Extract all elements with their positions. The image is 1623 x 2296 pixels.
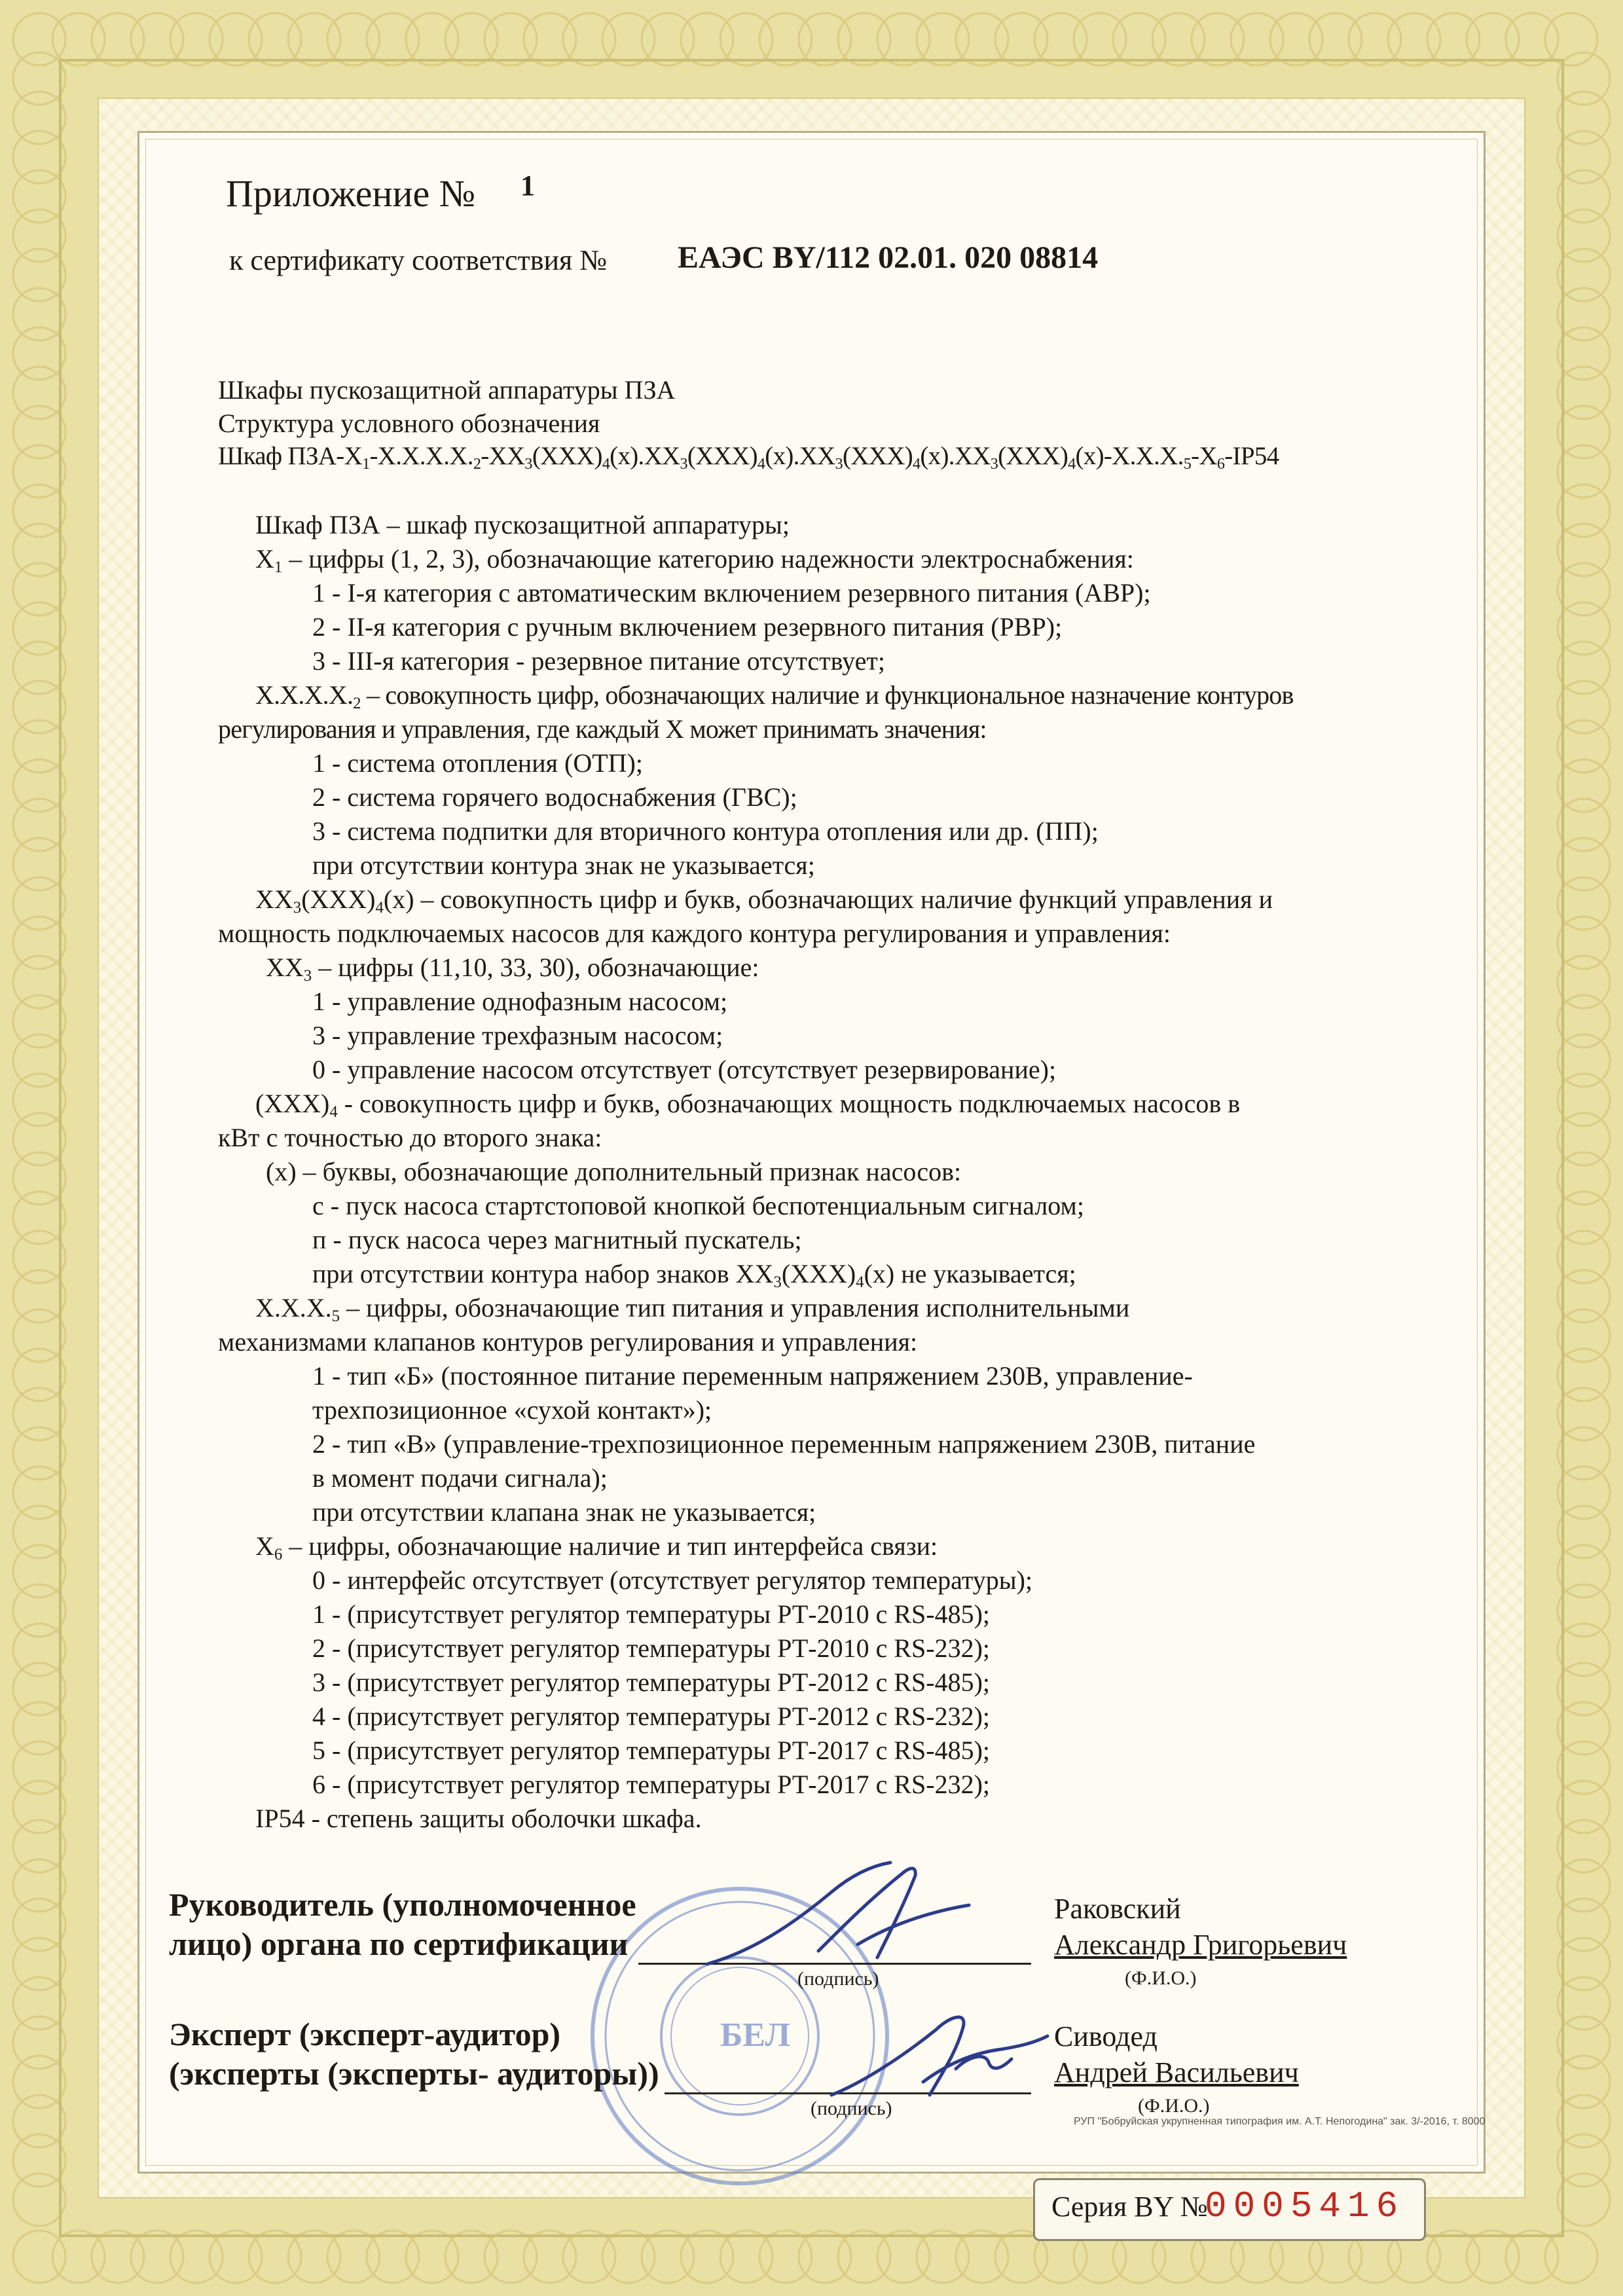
expert-role-line-2: (эксперты (эксперты- аудиторы)): [169, 2055, 659, 2092]
serial-number: 0005416: [1205, 2185, 1405, 2227]
body-line: механизмами клапанов контуров регулирования и управления:: [218, 1327, 918, 1357]
body-line: IP54 - степень защиты оболочки шкафа.: [255, 1804, 702, 1833]
body-line: $Х_1$ – цифры (1, 2, 3), обозначающие категорию надежности электроснабжения:: [255, 544, 1134, 576]
body-line: (х) – буквы, обозначающие дополнительный признак насосов:: [266, 1157, 962, 1186]
head-surname: Раковский: [1054, 1893, 1181, 1925]
head-name: Александр Григорьевич: [1054, 1929, 1347, 1961]
expert-surname: Сиводед: [1054, 2020, 1158, 2052]
body-line: 3 - система подпитки для вторичного контура отопления или др. (ПП);: [312, 816, 1099, 846]
head-role-line-1: Руководитель (уполномоченное: [169, 1886, 636, 1923]
body-line: 3 - III-я категория - резервное питание отсутствует;: [312, 646, 885, 676]
body-line: трехпозиционное «сухой контакт»);: [312, 1395, 712, 1425]
body-line: $Х.Х.Х.Х._2$ – совокупность цифр, обозначающих наличие и функциональное назначение контуров: [255, 680, 1294, 712]
body-line: 2 - II-я категория с ручным включением резервного питания (РВР);: [312, 612, 1063, 642]
annex-number: 1: [520, 170, 535, 202]
body-line: 1 - тип «Б» (постоянное питание переменным напряжением 230В, управление-: [312, 1361, 1193, 1391]
body-line: Шкаф ПЗА – шкаф пускозащитной аппаратуры;: [255, 510, 790, 539]
body-line: 3 - (присутствует регулятор температуры РТ-2012 с RS-485);: [312, 1667, 990, 1697]
intro-line-1: Шкафы пускозащитной аппаратуры ПЗА: [218, 375, 676, 405]
printer-imprint: РУП "Бобруйская укрупненная типография им. А.Т. Непогодина" зак. 3/-2016, т. 8000: [1074, 2116, 1486, 2127]
body-line: 2 - система горячего водоснабжения (ГВС);: [312, 782, 797, 812]
body-line: $ХХ_3$ – цифры (11,10, 33, 30), обозначающие:: [266, 953, 759, 985]
body-line: кВт с точностью до второго знака:: [218, 1123, 602, 1152]
body-line: 2 - тип «В» (управление-трехпозиционное переменным напряжением 230В, питание: [312, 1429, 1256, 1459]
expert-role-line-1: Эксперт (эксперт-аудитор): [169, 2016, 561, 2052]
body-line: 0 - управление насосом отсутствует (отсутствует резервирование);: [312, 1055, 1057, 1084]
body-line: 1 - (присутствует регулятор температуры РТ-2010 с RS-485);: [312, 1599, 990, 1629]
expert-signature-caption: (подпись): [811, 2098, 892, 2119]
expert-name: Андрей Васильевич: [1054, 2056, 1299, 2088]
head-fio-caption: (Ф.И.О.): [1125, 1967, 1197, 1989]
expert-fio-caption: (Ф.И.О.): [1138, 2095, 1210, 2117]
body-line: $Х_6$ – цифры, обозначающие наличие и тип интерфейса связи:: [255, 1531, 938, 1563]
body-line: мощность подключаемых насосов для каждого контура регулирования и управления:: [218, 919, 1171, 948]
body-line: при отсутствии контура набор знаков $ХХ_3(ХХХ)_4(х)$ не указывается;: [312, 1259, 1076, 1291]
head-signature-caption: (подпись): [797, 1968, 879, 1990]
head-signature-line: [638, 1963, 1031, 1965]
serial-label: Серия BY №: [1051, 2191, 1208, 2223]
body-line: с - пуск насоса стартстоповой кнопкой беспотенциальным сигналом;: [312, 1191, 1084, 1220]
body-line: 0 - интерфейс отсутствует (отсутствует регулятор температуры);: [312, 1565, 1033, 1595]
cert-number: ЕАЭС BY/112 02.01. 020 08814: [678, 240, 1099, 275]
intro-line-2: Структура условного обозначения: [218, 409, 600, 438]
expert-signature-line: [665, 2092, 1031, 2094]
head-role-line-2: лицо) органа по сертификации: [169, 1925, 629, 1962]
body-line: 3 - управление трехфазным насосом;: [312, 1021, 723, 1050]
cert-label: к сертификату соответствия №: [229, 244, 608, 276]
body-line: при отсутствии контура знак не указывается;: [312, 850, 815, 880]
body-line: регулирования и управления, где каждый Х может принимать значения:: [218, 714, 987, 744]
body-line: при отсутствии клапана знак не указывается;: [312, 1497, 816, 1527]
body-line: 5 - (присутствует регулятор температуры РТ-2017 с RS-485);: [312, 1736, 990, 1765]
stamp-text: БЕЛ: [720, 2016, 791, 2054]
body-line: 4 - (присутствует регулятор температуры РТ-2012 с RS-232);: [312, 1702, 990, 1731]
body-line: в момент подачи сигнала);: [312, 1463, 608, 1493]
body-line: $Х.Х.Х._5$ – цифры, обозначающие тип питания и управления исполнительными: [255, 1293, 1130, 1325]
structure-formula: Шкаф ПЗА-$Х_1-Х.Х.Х.Х._2-ХХ_3(ХХХ)_4(х).ХХ_3(ХХХ)_4(х).ХХ_3(ХХХ)_4(х).ХХ_3(ХХХ)_4(х)-Х.Х.Х._5-Х_6-IP54$: [218, 442, 1279, 473]
body-line: п - пуск насоса через магнитный пускатель;: [312, 1225, 802, 1254]
body-line: $ХХ_3(ХХХ)_4(х)$ – совокупность цифр и букв, обозначающих наличие функций управления и: [255, 884, 1273, 917]
page-title: Приложение №: [226, 172, 476, 215]
body-line: 1 - I-я категория с автоматическим включением резервного питания (АВР);: [312, 578, 1151, 608]
body-line: 1 - управление однофазным насосом;: [312, 987, 728, 1016]
body-line: 2 - (присутствует регулятор температуры РТ-2010 с RS-232);: [312, 1633, 990, 1663]
body-line: 6 - (присутствует регулятор температуры РТ-2017 с RS-232);: [312, 1770, 990, 1799]
body-line: 1 - система отопления (ОТП);: [312, 748, 643, 778]
body-line: $(ХХХ)_4$ - совокупность цифр и букв, обозначающих мощность подключаемых насосов в: [255, 1089, 1241, 1121]
